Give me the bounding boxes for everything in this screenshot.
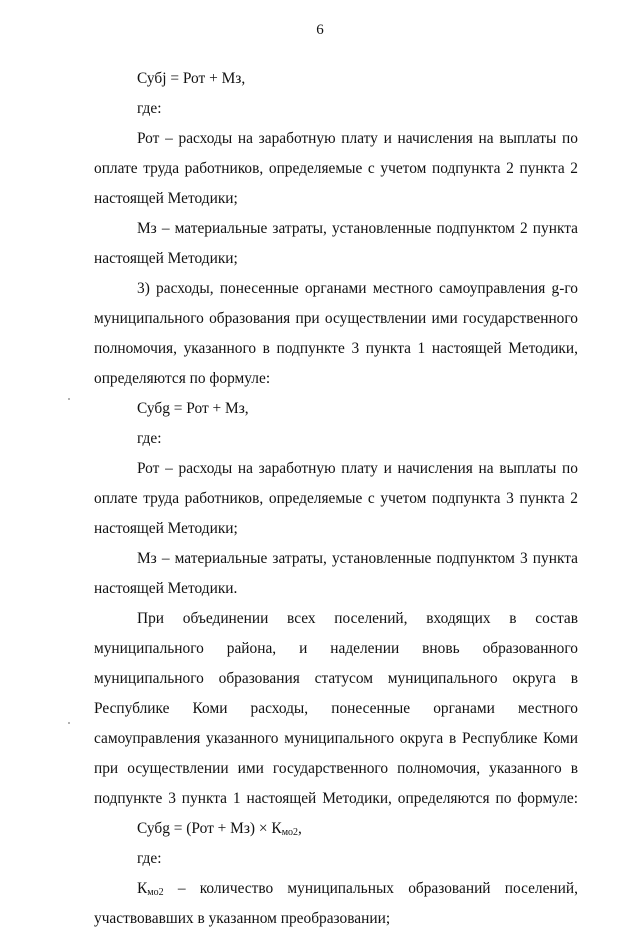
- kmo-definition-text: – количество муниципальных образований поселений,: [163, 880, 578, 897]
- text-line: самоуправления указанного муниципального округа в Республике Коми: [94, 730, 578, 747]
- text-line: Мз – материальные затраты, установленные подпунктом 3 пункта: [137, 550, 578, 567]
- kmo-definition-continuation: участвовавших в указанном преобразовании;: [94, 910, 391, 927]
- text-line: Рот – расходы на заработную плату и начисления на выплаты по: [137, 130, 578, 147]
- text-line: муниципального образования статусом муниципального округа в: [94, 670, 578, 687]
- text-line: Мз – материальные затраты, установленные подпунктом 2 пункта: [137, 220, 578, 237]
- kmo-subscript: мо2: [147, 887, 164, 898]
- text-line: При объединении всех поселений, входящих в состав: [137, 610, 578, 627]
- text-line: Республике Коми расходы, понесенные органами местного: [94, 700, 578, 717]
- text-line: определяются по формуле:: [94, 370, 271, 387]
- text-line: при осуществлении ими государственного полномочия, указанного в: [94, 760, 578, 777]
- text-line: Субg = Рот + Мз,: [137, 400, 249, 417]
- scan-speck: [68, 722, 70, 724]
- text-line: оплате труда работников, определяемые с учетом подпункта 2 пункта 2: [94, 160, 578, 177]
- where-label: где:: [137, 850, 162, 867]
- text-line: муниципального образования при осуществлении ими государственного: [94, 310, 578, 327]
- text-line: Рот – расходы на заработную плату и начисления на выплаты по: [137, 460, 578, 477]
- formula-final-lhs: Субg = (Рот + Мз) × К: [137, 820, 282, 837]
- formula-final-tail: ,: [298, 820, 302, 837]
- text-line: Субj = Рот + Мз,: [137, 70, 246, 87]
- text-line: настоящей Методики;: [94, 190, 238, 207]
- text-line: где:: [137, 100, 162, 117]
- text-line: полномочия, указанного в подпункте 3 пункта 1 настоящей Методики,: [94, 340, 578, 357]
- formula-final-subscript: мо2: [281, 827, 299, 838]
- formula-final: [94, 814, 578, 844]
- text-line: где:: [137, 430, 162, 447]
- page-number: 6: [316, 22, 324, 38]
- scan-speck: [68, 398, 70, 400]
- text-lines: [94, 64, 578, 814]
- text-line: муниципального района, и наделении вновь образованного: [94, 640, 578, 657]
- text-line: подпункте 3 пункта 1 настоящей Методики, определяются по формуле:: [94, 790, 578, 807]
- text-line: настоящей Методики;: [94, 250, 238, 267]
- kmo-definition: [94, 874, 578, 904]
- text-line: 3) расходы, понесенные органами местного самоуправления g-го: [137, 280, 578, 297]
- text-line: оплате труда работников, определяемые с учетом подпункта 3 пункта 2: [94, 490, 578, 507]
- text-line: настоящей Методики;: [94, 520, 238, 537]
- text-line: настоящей Методики.: [94, 580, 238, 597]
- document-body: [94, 64, 578, 934]
- kmo-symbol: К: [137, 880, 148, 897]
